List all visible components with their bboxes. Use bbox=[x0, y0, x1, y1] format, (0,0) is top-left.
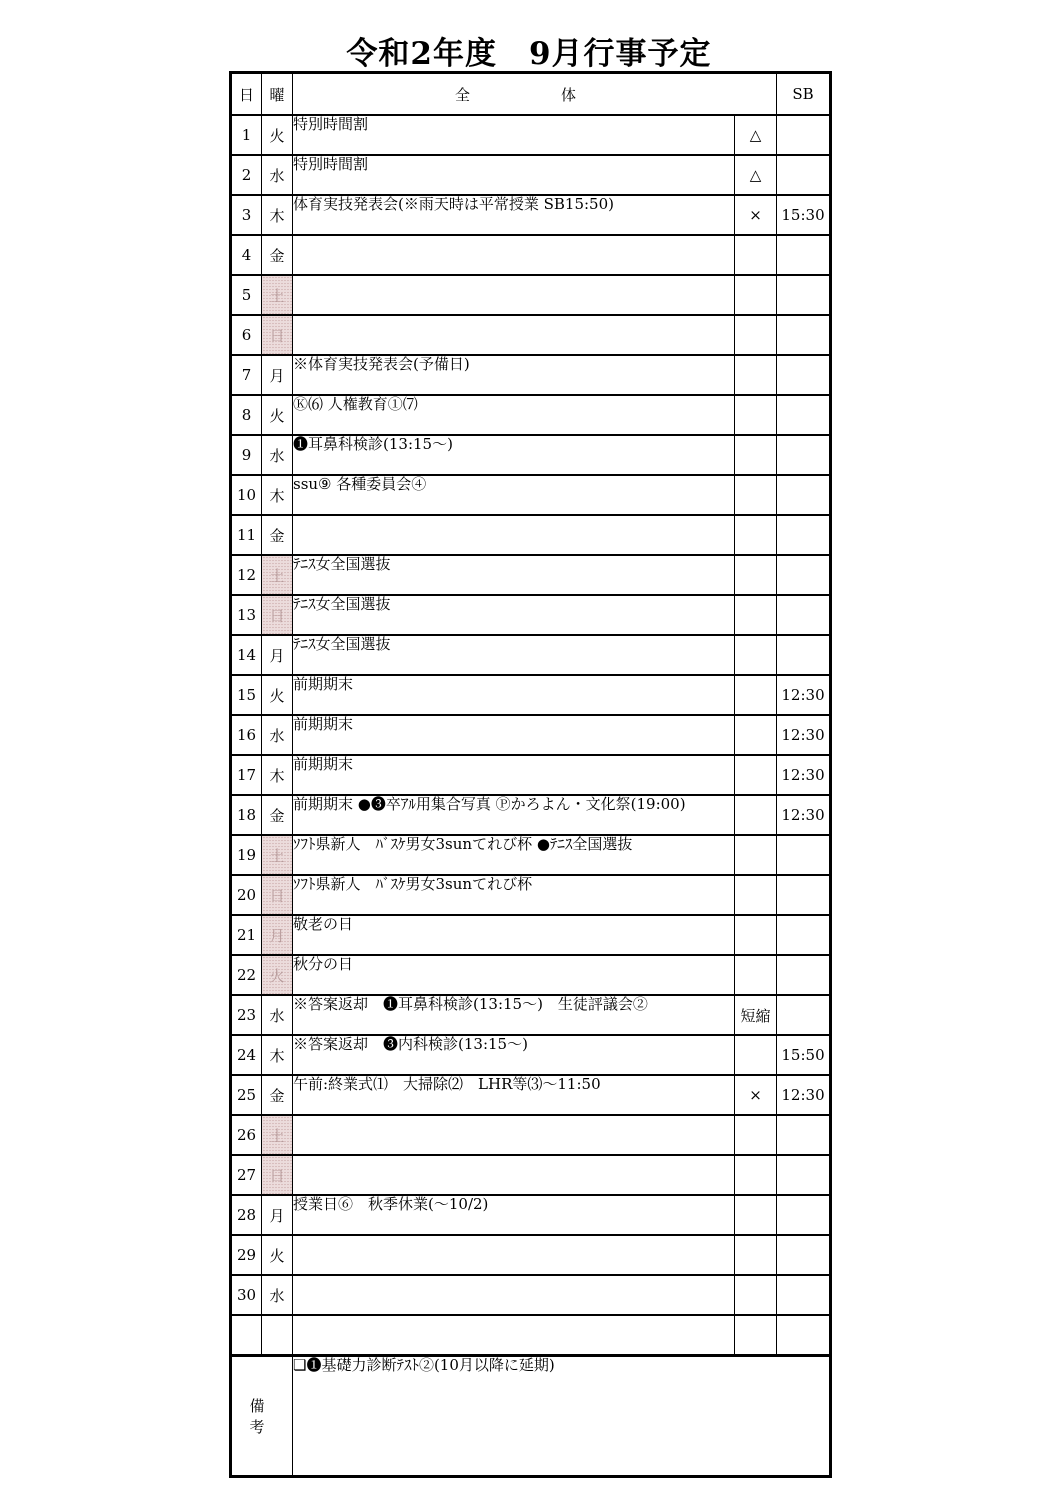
weekday-cell: 木 bbox=[262, 475, 293, 515]
day-cell: 5 bbox=[231, 275, 262, 315]
mark-cell bbox=[735, 475, 777, 515]
event-cell: ssu⑨ 各種委員会④ bbox=[293, 475, 735, 515]
weekday-cell: 土 bbox=[262, 555, 293, 595]
table-row bbox=[231, 675, 831, 715]
blank-cell bbox=[262, 1315, 293, 1356]
weekday-cell: 火 bbox=[262, 675, 293, 715]
weekday-cell: 日 bbox=[262, 1155, 293, 1195]
mark-cell bbox=[735, 515, 777, 555]
table-row bbox=[231, 1075, 831, 1115]
day-cell: 15 bbox=[231, 675, 262, 715]
event-cell: ﾃﾆｽ女全国選抜 bbox=[293, 555, 735, 595]
table-row bbox=[231, 635, 831, 675]
day-cell: 20 bbox=[231, 875, 262, 915]
mark-cell bbox=[735, 1195, 777, 1235]
weekday-cell: 日 bbox=[262, 315, 293, 355]
mark-cell bbox=[735, 955, 777, 995]
weekday-cell: 水 bbox=[262, 435, 293, 475]
mark-cell: △ bbox=[735, 115, 777, 155]
event-cell bbox=[293, 315, 735, 355]
table-row bbox=[231, 1235, 831, 1275]
event-cell: 体育実技発表会(※雨天時は平常授業 SB15:50) bbox=[293, 195, 735, 235]
weekday-cell: 月 bbox=[262, 635, 293, 675]
table-row bbox=[231, 795, 831, 835]
sb-cell bbox=[777, 1235, 831, 1275]
sb-cell: 15:30 bbox=[777, 195, 831, 235]
blank-cell bbox=[735, 1315, 777, 1356]
table-row bbox=[231, 395, 831, 435]
sb-cell bbox=[777, 475, 831, 515]
sb-cell bbox=[777, 155, 831, 195]
day-cell: 3 bbox=[231, 195, 262, 235]
weekday-cell: 火 bbox=[262, 115, 293, 155]
mark-cell: 短縮 bbox=[735, 995, 777, 1035]
mark-cell bbox=[735, 675, 777, 715]
remarks-label: 備 考 bbox=[231, 1356, 293, 1477]
weekday-cell: 金 bbox=[262, 1075, 293, 1115]
day-cell: 24 bbox=[231, 1035, 262, 1075]
event-cell bbox=[293, 235, 735, 275]
event-cell: 秋分の日 bbox=[293, 955, 735, 995]
mark-cell bbox=[735, 1275, 777, 1315]
weekday-cell: 火 bbox=[262, 955, 293, 995]
event-cell: ﾃﾆｽ女全国選抜 bbox=[293, 635, 735, 675]
day-cell: 10 bbox=[231, 475, 262, 515]
weekday-cell: 火 bbox=[262, 395, 293, 435]
event-cell: ※答案返却 ❶耳鼻科検診(13:15～) 生徒評議会② bbox=[293, 995, 735, 1035]
table-row bbox=[231, 275, 831, 315]
sb-cell bbox=[777, 1115, 831, 1155]
day-cell: 7 bbox=[231, 355, 262, 395]
mark-cell bbox=[735, 875, 777, 915]
table-row bbox=[231, 955, 831, 995]
weekday-cell: 土 bbox=[262, 275, 293, 315]
day-cell: 30 bbox=[231, 1275, 262, 1315]
weekday-cell: 土 bbox=[262, 835, 293, 875]
day-cell: 4 bbox=[231, 235, 262, 275]
table-row bbox=[231, 715, 831, 755]
sb-cell: 15:50 bbox=[777, 1035, 831, 1075]
header-day: 日 bbox=[231, 73, 262, 116]
day-cell: 6 bbox=[231, 315, 262, 355]
table-row bbox=[231, 155, 831, 195]
day-cell: 12 bbox=[231, 555, 262, 595]
mark-cell bbox=[735, 355, 777, 395]
day-cell: 22 bbox=[231, 955, 262, 995]
event-cell: ﾃﾆｽ女全国選抜 bbox=[293, 595, 735, 635]
table-row bbox=[231, 195, 831, 235]
event-cell: 前期期末 ●❸卒ｱﾙ用集合写真 Ⓟかろよん・文化祭(19:00) bbox=[293, 795, 735, 835]
weekday-cell: 水 bbox=[262, 1275, 293, 1315]
table-row bbox=[231, 1275, 831, 1315]
weekday-cell: 金 bbox=[262, 235, 293, 275]
weekday-cell: 木 bbox=[262, 755, 293, 795]
event-cell bbox=[293, 1235, 735, 1275]
weekday-cell: 水 bbox=[262, 715, 293, 755]
table-row bbox=[231, 515, 831, 555]
sb-cell: 12:30 bbox=[777, 715, 831, 755]
header-weekday: 曜 bbox=[262, 73, 293, 116]
event-cell: 特別時間割 bbox=[293, 115, 735, 155]
event-cell bbox=[293, 1275, 735, 1315]
event-cell bbox=[293, 1155, 735, 1195]
header-all: 全 体 bbox=[293, 73, 777, 116]
day-cell: 18 bbox=[231, 795, 262, 835]
table-row bbox=[231, 435, 831, 475]
remarks-row bbox=[231, 1356, 831, 1477]
mark-cell bbox=[735, 915, 777, 955]
sb-cell bbox=[777, 1155, 831, 1195]
sb-cell bbox=[777, 915, 831, 955]
event-cell: 前期期末 bbox=[293, 675, 735, 715]
event-cell: Ⓚ⑹ 人権教育①⑺ bbox=[293, 395, 735, 435]
sb-cell bbox=[777, 1195, 831, 1235]
mark-cell bbox=[735, 235, 777, 275]
mark-cell bbox=[735, 755, 777, 795]
weekday-cell: 火 bbox=[262, 1235, 293, 1275]
weekday-cell: 水 bbox=[262, 995, 293, 1035]
mark-cell: × bbox=[735, 1075, 777, 1115]
day-cell: 14 bbox=[231, 635, 262, 675]
mark-cell bbox=[735, 635, 777, 675]
sb-cell: 12:30 bbox=[777, 1075, 831, 1115]
mark-cell bbox=[735, 835, 777, 875]
event-cell: ※答案返却 ❸内科検診(13:15～) bbox=[293, 1035, 735, 1075]
weekday-cell: 日 bbox=[262, 875, 293, 915]
weekday-cell: 月 bbox=[262, 915, 293, 955]
day-cell: 19 bbox=[231, 835, 262, 875]
table-row bbox=[231, 995, 831, 1035]
day-cell: 13 bbox=[231, 595, 262, 635]
day-cell: 2 bbox=[231, 155, 262, 195]
mark-cell: △ bbox=[735, 155, 777, 195]
table-row bbox=[231, 1115, 831, 1155]
table-row bbox=[231, 355, 831, 395]
day-cell: 11 bbox=[231, 515, 262, 555]
day-cell: 23 bbox=[231, 995, 262, 1035]
event-cell: ｿﾌﾄ県新人 ﾊﾞｽｹ男女3sunてれび杯 bbox=[293, 875, 735, 915]
sb-cell bbox=[777, 835, 831, 875]
remarks-text: ❏❶基礎力診断ﾃｽﾄ②(10月以降に延期) bbox=[293, 1356, 831, 1477]
weekday-cell: 土 bbox=[262, 1115, 293, 1155]
sb-cell bbox=[777, 115, 831, 155]
header-row bbox=[231, 73, 831, 116]
sb-cell: 12:30 bbox=[777, 755, 831, 795]
event-cell: 前期期末 bbox=[293, 715, 735, 755]
event-cell bbox=[293, 1115, 735, 1155]
sb-cell bbox=[777, 875, 831, 915]
sb-cell bbox=[777, 315, 831, 355]
day-cell: 29 bbox=[231, 1235, 262, 1275]
day-cell: 25 bbox=[231, 1075, 262, 1115]
day-cell: 8 bbox=[231, 395, 262, 435]
blank-row bbox=[231, 1315, 831, 1356]
sb-cell bbox=[777, 515, 831, 555]
sb-cell bbox=[777, 595, 831, 635]
table-row bbox=[231, 235, 831, 275]
table-row bbox=[231, 835, 831, 875]
table-row bbox=[231, 875, 831, 915]
event-cell: ｿﾌﾄ県新人 ﾊﾞｽｹ男女3sunてれび杯 ●ﾃﾆｽ全国選抜 bbox=[293, 835, 735, 875]
page-title: 令和2年度 9月行事予定 bbox=[346, 36, 712, 72]
mark-cell bbox=[735, 435, 777, 475]
day-cell: 16 bbox=[231, 715, 262, 755]
mark-cell: × bbox=[735, 195, 777, 235]
day-cell: 9 bbox=[231, 435, 262, 475]
table-row bbox=[231, 1155, 831, 1195]
blank-cell bbox=[777, 1315, 831, 1356]
event-cell: ※体育実技発表会(予備日) bbox=[293, 355, 735, 395]
weekday-cell: 木 bbox=[262, 1035, 293, 1075]
table-row bbox=[231, 475, 831, 515]
mark-cell bbox=[735, 1115, 777, 1155]
day-cell: 21 bbox=[231, 915, 262, 955]
table-row bbox=[231, 1195, 831, 1235]
sb-cell bbox=[777, 635, 831, 675]
schedule-table bbox=[229, 71, 832, 1478]
table-row bbox=[231, 115, 831, 155]
day-cell: 1 bbox=[231, 115, 262, 155]
sb-cell bbox=[777, 235, 831, 275]
table-row bbox=[231, 595, 831, 635]
event-cell: 授業日⑥ 秋季休業(～10/2) bbox=[293, 1195, 735, 1235]
mark-cell bbox=[735, 595, 777, 635]
weekday-cell: 金 bbox=[262, 515, 293, 555]
event-cell: 午前:終業式⑴ 大掃除⑵ LHR等⑶～11:50 bbox=[293, 1075, 735, 1115]
table-row bbox=[231, 555, 831, 595]
sb-cell bbox=[777, 555, 831, 595]
day-cell: 28 bbox=[231, 1195, 262, 1235]
sb-cell bbox=[777, 275, 831, 315]
sb-cell bbox=[777, 395, 831, 435]
weekday-cell: 日 bbox=[262, 595, 293, 635]
blank-cell bbox=[231, 1315, 262, 1356]
day-cell: 27 bbox=[231, 1155, 262, 1195]
weekday-cell: 木 bbox=[262, 195, 293, 235]
header-sb: SB bbox=[777, 73, 831, 116]
mark-cell bbox=[735, 1155, 777, 1195]
mark-cell bbox=[735, 795, 777, 835]
event-cell bbox=[293, 275, 735, 315]
sb-cell bbox=[777, 955, 831, 995]
mark-cell bbox=[735, 555, 777, 595]
table-row bbox=[231, 915, 831, 955]
weekday-cell: 水 bbox=[262, 155, 293, 195]
sb-cell bbox=[777, 435, 831, 475]
table-row bbox=[231, 315, 831, 355]
event-cell: ❶耳鼻科検診(13:15～) bbox=[293, 435, 735, 475]
sb-cell bbox=[777, 1275, 831, 1315]
event-cell: 特別時間割 bbox=[293, 155, 735, 195]
mark-cell bbox=[735, 395, 777, 435]
mark-cell bbox=[735, 1035, 777, 1075]
event-cell bbox=[293, 515, 735, 555]
sb-cell: 12:30 bbox=[777, 675, 831, 715]
sb-cell bbox=[777, 355, 831, 395]
event-cell: 敬老の日 bbox=[293, 915, 735, 955]
day-cell: 17 bbox=[231, 755, 262, 795]
table-row bbox=[231, 755, 831, 795]
mark-cell bbox=[735, 715, 777, 755]
event-cell: 前期期末 bbox=[293, 755, 735, 795]
mark-cell bbox=[735, 315, 777, 355]
mark-cell bbox=[735, 1235, 777, 1275]
sb-cell bbox=[777, 995, 831, 1035]
weekday-cell: 月 bbox=[262, 355, 293, 395]
sb-cell: 12:30 bbox=[777, 795, 831, 835]
weekday-cell: 金 bbox=[262, 795, 293, 835]
weekday-cell: 月 bbox=[262, 1195, 293, 1235]
day-cell: 26 bbox=[231, 1115, 262, 1155]
blank-cell bbox=[293, 1315, 735, 1356]
mark-cell bbox=[735, 275, 777, 315]
table-row bbox=[231, 1035, 831, 1075]
